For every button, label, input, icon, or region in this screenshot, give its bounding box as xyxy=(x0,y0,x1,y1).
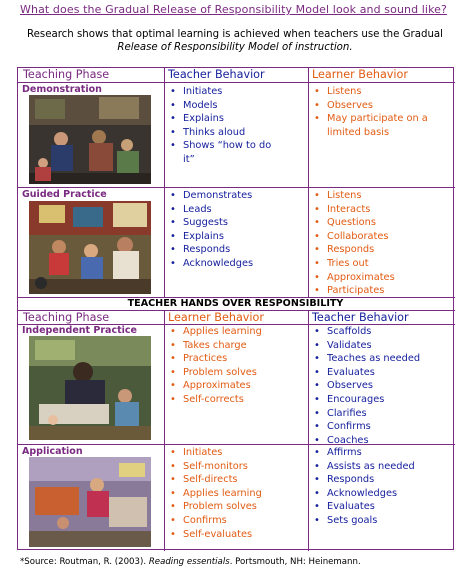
phase-demonstration: Demonstration xyxy=(22,84,102,95)
list-item: • Scaffolds xyxy=(312,325,452,339)
list-item: • Thinks aloud xyxy=(168,126,304,140)
list-item: • Acknowledges xyxy=(168,257,304,271)
phase-independent-practice: Independent Practice xyxy=(22,325,137,336)
source-book: Reading essentials xyxy=(148,557,230,567)
guided-practice-teacher-list xyxy=(168,189,304,271)
list-item: • Self-directs xyxy=(168,473,304,487)
demonstration-learner-list xyxy=(312,85,452,139)
list-item: • Responds xyxy=(312,473,452,487)
application-teacher-list xyxy=(312,446,452,528)
application-photo xyxy=(29,457,151,547)
list-item: • Initiates xyxy=(168,85,304,99)
phase-application: Application xyxy=(22,446,83,457)
list-item: • Practices xyxy=(168,352,304,366)
list-item: • Self-monitors xyxy=(168,460,304,474)
header-teacher-behavior-2: Teacher Behavior xyxy=(312,311,409,324)
header-teaching-phase-2: Teaching Phase xyxy=(23,311,110,324)
list-item: • Acknowledges xyxy=(312,487,452,501)
list-item: • Confirms xyxy=(168,514,304,528)
list-item: • Confirms xyxy=(312,420,452,434)
list-item: • Coaches xyxy=(312,434,452,448)
independent-practice-learner-list xyxy=(168,325,304,407)
list-item: • Observes xyxy=(312,379,452,393)
list-item: • Assists as needed xyxy=(312,460,452,474)
source-citation xyxy=(20,557,361,567)
list-item: • Sets goals xyxy=(312,514,452,528)
list-item: • Self-evaluates xyxy=(168,528,304,542)
list-item: • Participates xyxy=(312,284,452,298)
list-item: • Problem solves xyxy=(168,500,304,514)
list-item: • Validates xyxy=(312,339,452,353)
list-item: • Listens xyxy=(312,85,452,99)
source-prefix: *Source: Routman, R. (2003). xyxy=(20,557,149,567)
list-item: • Models xyxy=(168,99,304,113)
header-learner-behavior-2: Learner Behavior xyxy=(168,311,264,324)
list-item: • Observes xyxy=(312,99,452,113)
gradual-release-table xyxy=(17,67,454,550)
list-item: • Applies learning xyxy=(168,325,304,339)
list-item: • Approximates xyxy=(168,379,304,393)
header-teaching-phase: Teaching Phase xyxy=(23,68,110,81)
list-item: • May participate on a limited basis xyxy=(312,112,452,139)
list-item: • Self-corrects xyxy=(168,393,304,407)
source-suffix: . Portsmouth, NH: Heinemann. xyxy=(229,557,361,567)
header-teacher-behavior: Teacher Behavior xyxy=(168,68,265,81)
list-item: • Responds xyxy=(312,243,452,257)
list-item: • Suggests xyxy=(168,216,304,230)
list-item: • Teaches as needed xyxy=(312,352,452,366)
list-item: • Affirms xyxy=(312,446,452,460)
list-item: • Questions xyxy=(312,216,452,230)
intro-text xyxy=(20,28,450,54)
list-item: • Interacts xyxy=(312,203,452,217)
list-item: • Explains xyxy=(168,230,304,244)
list-item: • Tries out xyxy=(312,257,452,271)
list-item: • Applies learning xyxy=(168,487,304,501)
handover-banner: TEACHER HANDS OVER RESPONSIBILITY xyxy=(127,298,344,309)
demonstration-photo xyxy=(29,95,151,184)
guided-practice-learner-list xyxy=(312,189,452,298)
phase-guided-practice: Guided Practice xyxy=(22,189,107,200)
demonstration-teacher-list xyxy=(168,85,304,167)
list-item: • Responds xyxy=(168,243,304,257)
list-item: • Takes charge xyxy=(168,339,304,353)
list-item: • Clarifies xyxy=(312,407,452,421)
list-item: • Evaluates xyxy=(312,500,452,514)
independent-practice-photo xyxy=(29,336,151,440)
intro-line-1: Research shows that optimal learning is achieved when teachers use the Gradual xyxy=(27,29,443,40)
guided-practice-photo xyxy=(29,201,151,294)
list-item: • Demonstrates xyxy=(168,189,304,203)
list-item: • Initiates xyxy=(168,446,304,460)
header-learner-behavior: Learner Behavior xyxy=(312,68,408,81)
page-title: What does the Gradual Release of Responsibility Model look and sound like? xyxy=(20,3,447,16)
list-item: • Evaluates xyxy=(312,366,452,380)
list-item: • Approximates xyxy=(312,271,452,285)
independent-practice-teacher-list xyxy=(312,325,452,447)
list-item: • Shows “how to do it” xyxy=(168,139,273,166)
intro-line-2: Release of Responsibility Model of instruction. xyxy=(117,42,353,53)
list-item: • Explains xyxy=(168,112,304,126)
application-learner-list xyxy=(168,446,304,541)
list-item: • Listens xyxy=(312,189,452,203)
list-item: • Problem solves xyxy=(168,366,304,380)
list-item: • Leads xyxy=(168,203,304,217)
list-item: • Encourages xyxy=(312,393,452,407)
list-item: • Collaborates xyxy=(312,230,452,244)
